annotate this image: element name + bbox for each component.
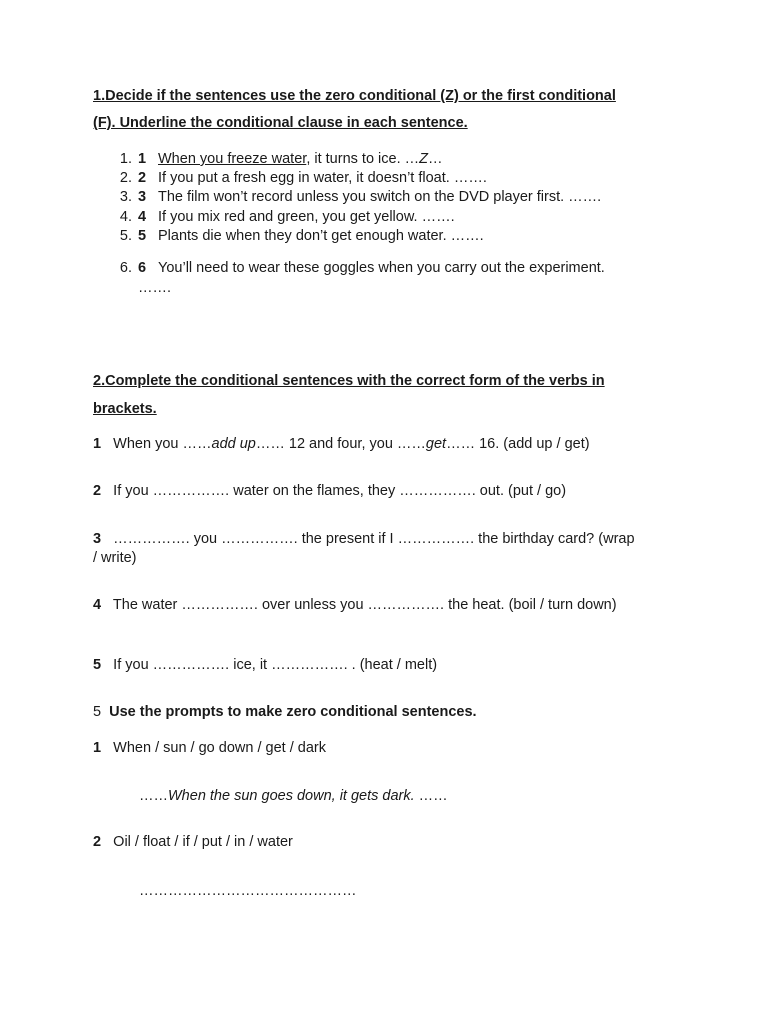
ex2-item-3-cont: / write)	[93, 550, 137, 566]
ex2-item-3: 3 ……………. you ……………. the present if I ……………. the birthday card? (wrap	[93, 531, 635, 547]
answer-z: Z	[419, 151, 428, 167]
ex1-item-5: 5. 5 Plants die when they don’t get enough water. …….	[119, 228, 484, 244]
ex2-item-5: 5 If you ……………. ice, it ……………. . (heat / melt)	[93, 657, 438, 673]
ex5-item-1-prompt: 1 When / sun / go down / get / dark	[93, 740, 326, 756]
exercise1-heading-line1: 1.Decide if the sentences use the zero conditional (Z) or the first conditional	[93, 88, 616, 104]
ex1-item-4: 4. 4 If you mix red and green, you get yellow. …….	[119, 209, 455, 225]
conditional-clause-underline: When you freeze water	[158, 151, 307, 167]
ex2-item-2: 2 If you ……………. water on the flames, they ……………. out. (put / go)	[93, 483, 567, 499]
ex5-item-2-answer-line: ………………………………………	[139, 883, 357, 899]
ex1-item-6: 6. 6 You’ll need to wear these goggles when you carry out the experiment.	[119, 260, 605, 276]
ex1-item-3: 3. 3 The film won’t record unless you switch on the DVD player first. …….	[119, 189, 602, 205]
exercise5-heading: 5 Use the prompts to make zero conditional sentences.	[93, 704, 477, 720]
ex2-item-4: 4 The water ……………. over unless you ……………. the heat. (boil / turn down)	[93, 597, 617, 613]
ex1-item-1: 1. 1 When you freeze water, it turns to ice. …Z…	[119, 151, 443, 167]
ex5-item-1-answer: ……When the sun goes down, it gets dark. ……	[139, 788, 448, 804]
exercise1-heading-line2: (F). Underline the conditional clause in each sentence.	[93, 115, 468, 131]
exercise2-heading-line2: brackets.	[93, 401, 157, 417]
ex1-item-2: 2. 2 If you put a fresh egg in water, it doesn’t float. …….	[119, 170, 487, 186]
ex2-item-1: 1 When you ……add up…… 12 and four, you ……get…… 16. (add up / get)	[93, 436, 590, 452]
ex5-item-2-prompt: 2 Oil / float / if / put / in / water	[93, 834, 293, 850]
ex1-item-6-dots: …….	[138, 280, 172, 296]
exercise2-heading-line1: 2.Complete the conditional sentences with the correct form of the verbs in	[93, 373, 605, 389]
